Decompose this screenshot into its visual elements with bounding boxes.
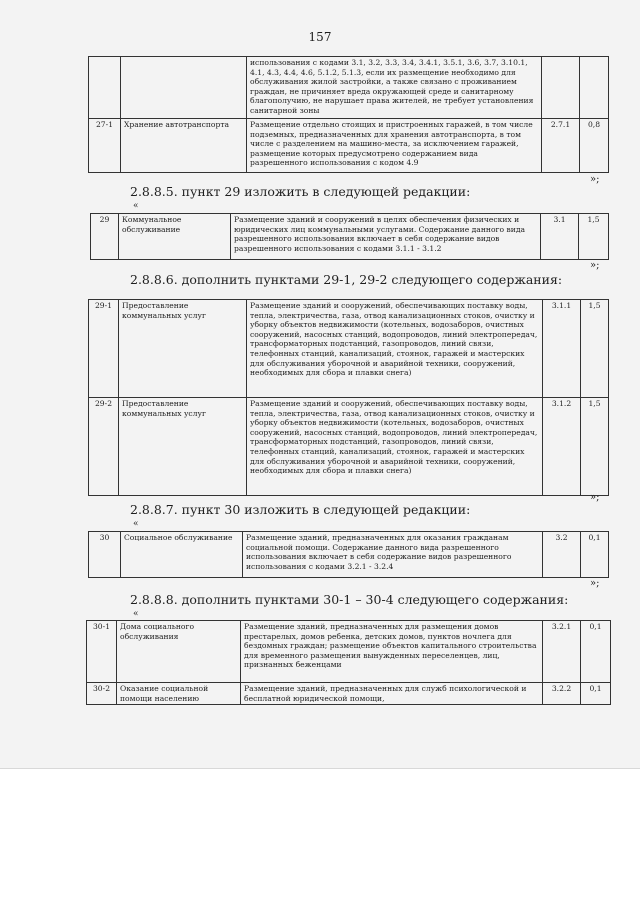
- row-number: 29: [91, 214, 119, 260]
- row-value: 1,5: [581, 300, 609, 398]
- row-number: 30: [89, 532, 121, 578]
- row-code: 3.2: [543, 532, 581, 578]
- closing-quote: »;: [590, 578, 600, 589]
- table-row: [89, 398, 609, 496]
- row-number: 30-2: [87, 683, 117, 705]
- row-code: 3.1.1: [543, 300, 581, 398]
- row-value: [580, 57, 609, 119]
- table-section-30: [88, 531, 609, 578]
- row-value: 0,1: [581, 532, 609, 578]
- opening-quote: «: [133, 519, 139, 529]
- table-row: [89, 119, 609, 173]
- row-code: 3.1.2: [543, 398, 581, 496]
- row-description: Размещение зданий, предназначенных для размещения домов престарелых, домов ребенка, детских домов, пунктов ночлега для бездомных граждан; размещение объектов капитального строительства для временного размещения вынужденных переселенцев, лиц, признанных беженцами: [241, 621, 543, 683]
- row-name: [121, 57, 247, 119]
- row-name: Дома социального обслуживания: [117, 621, 241, 683]
- table-row: [91, 214, 609, 260]
- opening-quote: «: [133, 201, 139, 211]
- row-description: Размещение отдельно стоящих и пристроенных гаражей, в том числе подземных, предназначенных для хранения автотранспорта, в том числе с разделением на машино-места, за исключением гаражей, размещение которых предусмотрено содержанием вида разрешенного использования с кодом 4.9: [247, 119, 542, 173]
- section-heading: 2.8.8.7. пункт 30 изложить в следующей редакции:: [130, 502, 471, 517]
- section-heading: 2.8.8.6. дополнить пунктами 29-1, 29-2 следующего содержания:: [130, 272, 563, 287]
- row-description: Размещение зданий и сооружений, обеспечивающих поставку воды, тепла, электричества, газа, отвод канализационных стоков, очистку и уборку объектов недвижимости (котельных, водозаборов, очистных сооружений, насосных станций, водопроводов, линий электропередач, трансформаторных подстанций, газопроводов, линий связи, телефонных станций, канализаций, стоянок, гаражей и мастерских для обслуживания уборочной и аварийной техники, сооружений, необходимых для сбора и плавки снега): [247, 398, 543, 496]
- table-section-30-1-30-4: [86, 620, 611, 705]
- table-row: [89, 300, 609, 398]
- table-row: [89, 532, 609, 578]
- row-value: 0,1: [581, 621, 611, 683]
- row-value: 0,1: [581, 683, 611, 705]
- row-value: 1,5: [579, 214, 609, 260]
- row-description: Размещение зданий, предназначенных для служб психологической и бесплатной юридической помощи,: [241, 683, 543, 705]
- opening-quote: «: [133, 609, 139, 619]
- page-number: 157: [308, 30, 332, 44]
- row-number: [89, 57, 121, 119]
- row-name: Хранение автотранспорта: [121, 119, 247, 173]
- row-name: Коммунальное обслуживание: [119, 214, 231, 260]
- row-value: 1,5: [581, 398, 609, 496]
- table-section-29: [90, 213, 609, 260]
- row-description: Размещение зданий, предназначенных для оказания гражданам социальной помощи. Содержание данного вида разрешенного использования включает в себя содержание видов разрешенного использования с кодами 3.2.1 - 3.2.4: [243, 532, 543, 578]
- row-description: Размещение зданий и сооружений, обеспечивающих поставку воды, тепла, электричества, газа, отвод канализационных стоков, очистку и уборку объектов недвижимости (котельных, водозаборов, очистных сооружений, насосных станций, водопроводов, линий электропередач, трансформаторных подстанций, газопроводов, линий связи, телефонных станций, канализаций, стоянок, гаражей и мастерских для обслуживания уборочной и аварийной техники, сооружений, необходимых для сбора и плавки снега): [247, 300, 543, 398]
- row-number: 29-2: [89, 398, 119, 496]
- closing-quote: »;: [590, 174, 600, 185]
- table-row: [87, 683, 611, 705]
- section-heading: 2.8.8.5. пункт 29 изложить в следующей редакции:: [130, 184, 471, 199]
- row-number: 30-1: [87, 621, 117, 683]
- table-row: [89, 57, 609, 119]
- row-name: Предоставление коммунальных услуг: [119, 398, 247, 496]
- section-heading: 2.8.8.8. дополнить пунктами 30-1 – 30-4 следующего содержания:: [130, 592, 569, 607]
- row-code: 3.1: [541, 214, 579, 260]
- row-description: использования с кодами 3.1, 3.2, 3.3, 3.4, 3.4.1, 3.5.1, 3.6, 3.7, 3.10.1, 4.1, 4.3, 4.4, 4.6, 5.1.2, 5.1.3, если их размещение необходимо для обслуживания жилой застройки, а также связано с проживанием граждан, не причиняет вреда окружающей среде и санитарному благополучию, не нарушает права жителей, не требует установления санитарной зоны: [247, 57, 542, 119]
- table-row: [87, 621, 611, 683]
- row-description: Размещение зданий и сооружений в целях обеспечения физических и юридических лиц коммунальными услугами. Содержание данного вида разрешенного использования включает в себя содержание видов разрешенного использования с кодами 3.1.1 - 3.1.2: [231, 214, 541, 260]
- table-continuation: [88, 56, 609, 173]
- table-section-29-1-29-2: [88, 299, 609, 496]
- row-name: Оказание социальной помощи населению: [117, 683, 241, 705]
- row-code: 3.2.2: [543, 683, 581, 705]
- row-value: 0,8: [580, 119, 609, 173]
- closing-quote: »;: [590, 492, 600, 503]
- closing-quote: »;: [590, 260, 600, 271]
- row-code: 3.2.1: [543, 621, 581, 683]
- row-number: 29-1: [89, 300, 119, 398]
- row-name: Социальное обслуживание: [121, 532, 243, 578]
- row-name: Предоставление коммунальных услуг: [119, 300, 247, 398]
- row-code: 2.7.1: [542, 119, 580, 173]
- row-number: 27-1: [89, 119, 121, 173]
- row-code: [542, 57, 580, 119]
